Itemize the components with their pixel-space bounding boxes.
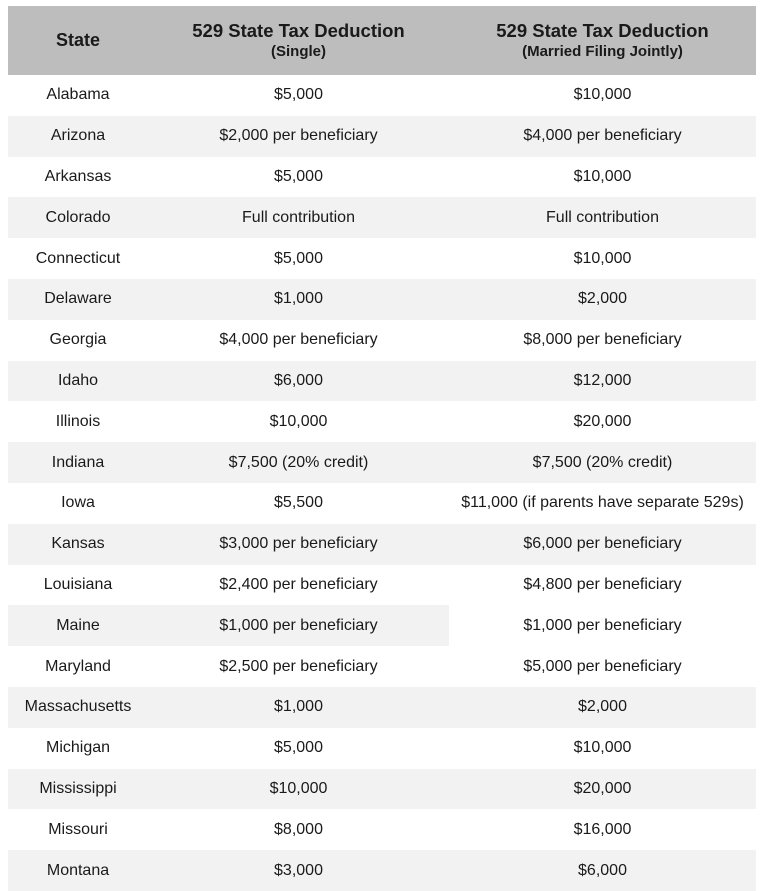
cell-state: Indiana xyxy=(8,442,148,483)
cell-mfj: $2,000 xyxy=(449,279,756,320)
cell-state: Louisiana xyxy=(43,575,113,593)
cell-mfj: $10,000 xyxy=(573,167,632,185)
header-row xyxy=(8,6,756,75)
cell-mfj: $10,000 xyxy=(573,86,632,104)
cell-mfj: $8,000 per beneficiary xyxy=(523,331,682,349)
cell-mfj: $2,000 xyxy=(449,687,756,728)
cell-single: $4,000 per beneficiary xyxy=(219,331,378,349)
cell-single: $5,500 xyxy=(274,494,323,512)
table-row xyxy=(8,687,756,728)
table-row xyxy=(8,524,756,565)
cell-single: $2,500 per beneficiary xyxy=(219,657,378,675)
table-row xyxy=(8,565,756,606)
cell-state: Iowa xyxy=(61,494,95,512)
table-row xyxy=(8,116,756,157)
cell-single: $7,500 (20% credit) xyxy=(148,442,449,483)
cell-mfj: $7,500 (20% credit) xyxy=(449,442,756,483)
cell-mfj: $6,000 xyxy=(449,850,756,891)
cell-mfj: $20,000 xyxy=(449,769,756,810)
cell-single: $5,000 xyxy=(274,249,323,267)
cell-mfj: $6,000 per beneficiary xyxy=(449,524,756,565)
cell-state: Georgia xyxy=(49,331,107,349)
cell-state: Arkansas xyxy=(44,167,112,185)
table-row xyxy=(8,401,756,442)
cell-state: Missouri xyxy=(48,820,108,838)
table-row xyxy=(8,646,756,687)
cell-mfj: $1,000 per beneficiary xyxy=(449,605,756,646)
cell-single: $5,000 xyxy=(274,167,323,185)
header-mfj-subtitle: (Married Filing Jointly) xyxy=(522,42,683,60)
header-mfj-title: 529 State Tax Deduction xyxy=(496,19,709,41)
tax-deduction-table-container xyxy=(8,6,756,891)
cell-mfj: $5,000 per beneficiary xyxy=(523,657,682,675)
cell-state: Montana xyxy=(8,850,148,891)
cell-mfj: Full contribution xyxy=(449,197,756,238)
cell-state: Alabama xyxy=(46,86,110,104)
table-body xyxy=(8,75,756,891)
cell-single: $10,000 xyxy=(148,769,449,810)
cell-mfj: $4,800 per beneficiary xyxy=(523,575,682,593)
cell-state: Connecticut xyxy=(35,249,121,267)
cell-single: $8,000 xyxy=(274,820,323,838)
table-row xyxy=(8,197,756,238)
cell-state: Michigan xyxy=(45,739,111,757)
cell-single: $2,000 per beneficiary xyxy=(148,116,449,157)
cell-mfj: $20,000 xyxy=(573,412,632,430)
cell-single: $1,000 xyxy=(148,279,449,320)
cell-single: $2,400 per beneficiary xyxy=(219,575,378,593)
cell-state: Massachusetts xyxy=(8,687,148,728)
cell-state: Colorado xyxy=(8,197,148,238)
cell-mfj: $10,000 xyxy=(573,249,632,267)
table-row xyxy=(8,442,756,483)
cell-single: $1,000 per beneficiary xyxy=(148,605,449,646)
cell-single: $3,000 xyxy=(148,850,449,891)
cell-state: Arizona xyxy=(8,116,148,157)
header-married-filing-jointly xyxy=(449,6,756,75)
cell-mfj: $16,000 xyxy=(573,820,632,838)
table-row xyxy=(8,483,756,524)
cell-single: $10,000 xyxy=(269,412,328,430)
cell-single: $6,000 xyxy=(148,361,449,402)
header-state-label: State xyxy=(55,30,100,50)
cell-single: $5,000 xyxy=(274,86,323,104)
cell-state: Maine xyxy=(8,605,148,646)
cell-state: Idaho xyxy=(8,361,148,402)
table-header xyxy=(8,6,756,75)
table-row xyxy=(8,769,756,810)
table-row xyxy=(8,320,756,361)
table-row xyxy=(8,728,756,769)
header-single-title: 529 State Tax Deduction xyxy=(192,19,405,41)
header-single-subtitle: (Single) xyxy=(271,42,326,60)
table-row xyxy=(8,238,756,279)
header-single xyxy=(148,6,449,75)
cell-single: Full contribution xyxy=(148,197,449,238)
cell-single: $5,000 xyxy=(274,739,323,757)
table-row xyxy=(8,75,756,116)
cell-state: Illinois xyxy=(55,412,101,430)
header-state xyxy=(8,6,148,75)
cell-mfj: $10,000 xyxy=(573,739,632,757)
table-row xyxy=(8,809,756,850)
cell-mfj: $4,000 per beneficiary xyxy=(449,116,756,157)
cell-state: Delaware xyxy=(8,279,148,320)
cell-single: $3,000 per beneficiary xyxy=(148,524,449,565)
table-row xyxy=(8,605,756,646)
table-row xyxy=(8,279,756,320)
table-row xyxy=(8,850,756,891)
cell-state: Kansas xyxy=(8,524,148,565)
cell-mfj: $11,000 (if parents have separate 529s) xyxy=(461,494,744,512)
cell-single: $1,000 xyxy=(148,687,449,728)
cell-state: Maryland xyxy=(45,657,111,675)
tax-deduction-table xyxy=(8,6,756,891)
table-row xyxy=(8,361,756,402)
cell-mfj: $12,000 xyxy=(449,361,756,402)
table-row xyxy=(8,157,756,198)
cell-state: Mississippi xyxy=(8,769,148,810)
